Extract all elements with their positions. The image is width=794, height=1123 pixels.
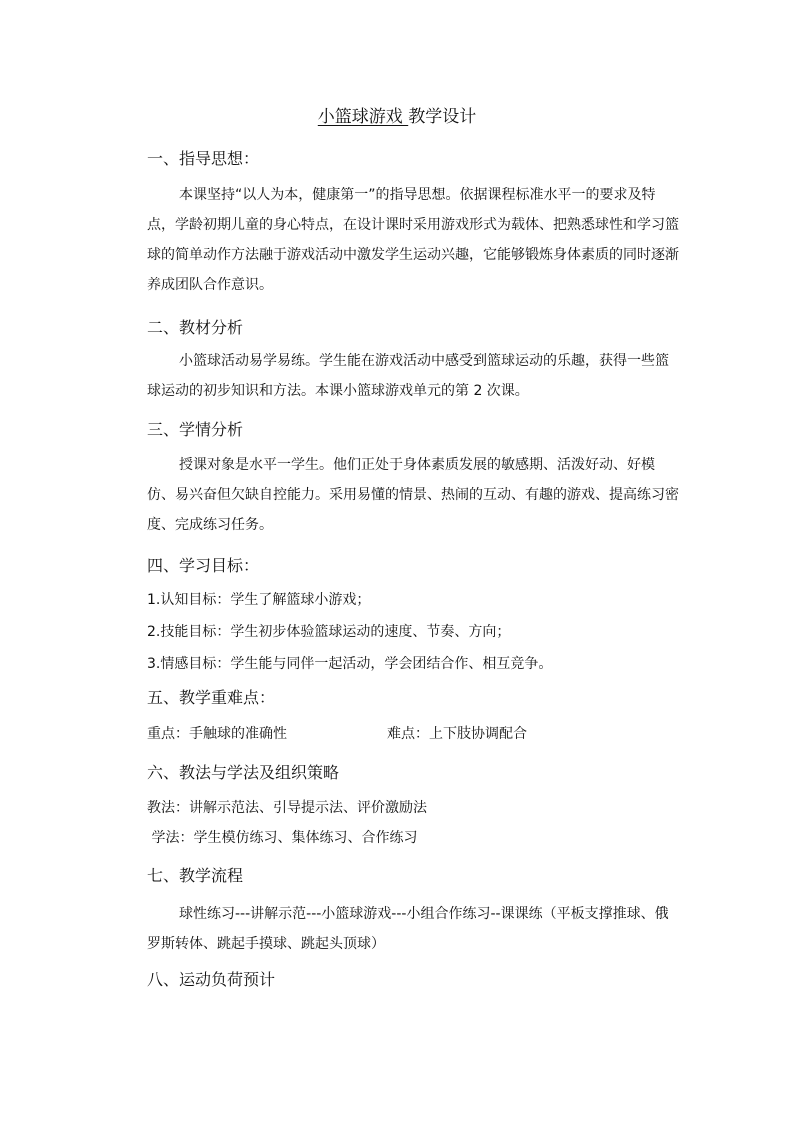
section-1-heading: 一、指导思想： xyxy=(147,149,260,168)
section-3-heading: 三、学情分析 xyxy=(147,420,244,439)
teaching-methods: 教法：讲解示范法、引导提示法、评价激励法 xyxy=(147,800,427,816)
page-title xyxy=(0,104,794,130)
section-7-heading: 七、教学流程 xyxy=(147,866,244,885)
key-difficulty-row xyxy=(147,722,682,746)
section-8-heading: 八、运动负荷预计 xyxy=(147,970,276,989)
key-point: 重点：手触球的准确性 xyxy=(147,726,287,742)
section-2-text: 小篮球活动易学易练。学生能在游戏活动中感受到篮球运动的乐趣，获得一些篮球运动的初步知识和方法。本课小篮球游戏单元的第 2 次课。 xyxy=(147,353,669,399)
section-1-text: 本课坚持“以人为本，健康第一”的指导思想。依据课程标准水平一的要求及特点，学龄初期儿童的身心特点，在设计课时采用游戏形式为载体、把熟悉球性和学习篮球的简单动作方法融于游戏活动中激发学生运动兴趣，它能够锻炼身体素质的同时逐渐养成团队合作意识。 xyxy=(147,187,679,293)
section-7-text: 球性练习---讲解示范---小篮球游戏---小组合作练习--课课练（平板支撑推球、俄罗斯转体、跳起手摸球、跳起头顶球） xyxy=(147,906,669,952)
section-5-heading: 五、教学重难点： xyxy=(147,688,276,707)
section-4-heading: 四、学习目标： xyxy=(147,556,260,575)
goal-item-1: 1.认知目标：学生了解篮球小游戏； xyxy=(147,592,371,608)
section-6-heading: 六、教法与学法及组织策略 xyxy=(147,763,340,782)
title-rest: 教学设计 xyxy=(408,107,477,127)
goal-item-3: 3.情感目标：学生能与同伴一起活动，学会团结合作、相互竞争。 xyxy=(147,656,553,672)
section-2-heading: 二、教材分析 xyxy=(147,318,244,337)
section-3-text: 授课对象是水平一学生。他们正处于身体素质发展的敏感期、活泼好动、好模仿、易兴奋但欠缺自控能力。采用易懂的情景、热闹的互动、有趣的游戏、提高练习密度、完成练习任务。 xyxy=(147,457,679,533)
goal-item-2: 2.技能目标：学生初步体验篮球运动的速度、节奏、方向； xyxy=(147,624,511,640)
difficulty-point: 难点：上下肢协调配合 xyxy=(387,726,527,742)
title-underlined: 小篮球游戏 xyxy=(317,107,409,127)
learning-methods: 学法：学生模仿练习、集体练习、合作练习 xyxy=(147,830,418,846)
